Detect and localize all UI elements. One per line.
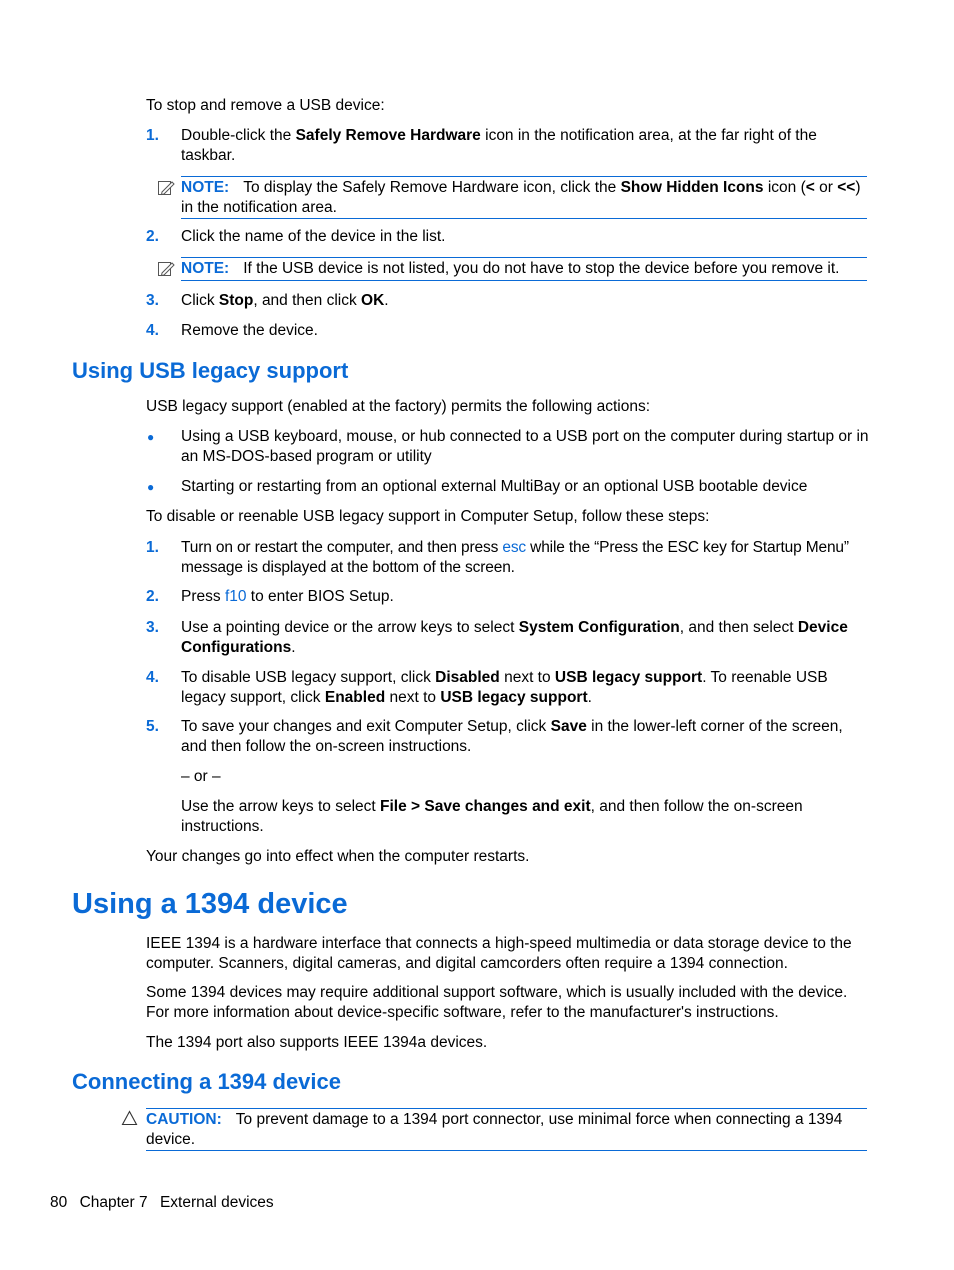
step-number: 2. [146, 228, 159, 245]
paragraph: Your changes go into effect when the computer restarts. [146, 848, 530, 865]
step-number: 4. [146, 669, 159, 686]
section-heading: Connecting a 1394 device [72, 1069, 341, 1094]
intro-text: To stop and remove a USB device: [146, 97, 385, 114]
chapter-heading: Using a 1394 device [72, 888, 348, 920]
step-text: To disable USB legacy support, click Disabled next to USB legacy support. To reenable USB legacy support, click Enabled next to USB legacy support. [181, 669, 828, 706]
step-number: 4. [146, 322, 159, 339]
bullet-dot-icon: ● [147, 430, 155, 444]
step-text: To save your changes and exit Computer Setup, click Save in the lower-left corner of the screen, and then follow the on-screen instructions. [181, 718, 843, 755]
bullet-text: Starting or restarting from an optional external MultiBay or an optional USB bootable device [181, 478, 808, 495]
step-text: Use a pointing device or the arrow keys to select System Configuration, and then select Device Configurations. [181, 619, 848, 656]
step-number: 3. [146, 292, 159, 309]
caution-label: CAUTION: [146, 1111, 222, 1128]
key-esc: esc [502, 539, 527, 556]
step-number: 5. [146, 718, 159, 735]
step-text: Click the name of the device in the list. [181, 228, 446, 245]
paragraph: IEEE 1394 is a hardware interface that connects a high-speed multimedia or data storage device to the computer. Scanners, digital cameras, and digital camcorders often require a 1394 connection. [146, 935, 852, 972]
paragraph: Some 1394 devices may require additional support software, which is usually included with the device. For more information about device-specific software, refer to the manufacturer's instructions. [146, 984, 848, 1021]
paragraph: To disable or reenable USB legacy support in Computer Setup, follow these steps: [146, 508, 710, 525]
paragraph: USB legacy support (enabled at the factory) permits the following actions: [146, 398, 651, 415]
note-pencil-icon [157, 179, 175, 202]
bullet-dot-icon: ● [147, 480, 155, 494]
step-text: Remove the device. [181, 322, 318, 339]
step-text: Click Stop, and then click OK. [181, 292, 389, 309]
note-pencil-icon [157, 260, 175, 283]
key-f10: f10 [224, 588, 247, 605]
note-label: NOTE: [181, 179, 230, 196]
step-text: Use the arrow keys to select File > Save changes and exit, and then follow the on-screen instructions. [181, 798, 803, 835]
page-footer [50, 1193, 282, 1212]
step-number: 1. [146, 127, 159, 144]
step-number: 2. [146, 588, 159, 605]
step-text: Turn on or restart the computer, and then press esc while the “Press the ESC key for Startup Menu” message is displayed at the bottom of the screen. [181, 539, 849, 576]
step-text: Press f10 to enter BIOS Setup. [181, 588, 394, 605]
note-label: NOTE: [181, 260, 230, 277]
page-number: 80 [50, 1194, 68, 1211]
note-box: NOTE: To display the Safely Remove Hardware icon, click the Show Hidden Icons icon (< or <<) in the notification area. [181, 176, 867, 219]
bullet-text: Using a USB keyboard, mouse, or hub connected to a USB port on the computer during startup or in an MS-DOS-based program or utility [181, 428, 869, 465]
note-box: NOTE: If the USB device is not listed, you do not have to stop the device before you remove it. [181, 257, 867, 281]
caution-triangle-icon [121, 1110, 138, 1131]
caution-box: CAUTION: To prevent damage to a 1394 port connector, use minimal force when connecting a 1394 device. [146, 1108, 867, 1151]
step-number: 1. [146, 539, 159, 556]
step-text: Double-click the Safely Remove Hardware icon in the notification area, at the far right of the taskbar. [181, 127, 817, 164]
paragraph: The 1394 port also supports IEEE 1394a devices. [146, 1034, 488, 1051]
step-number: 3. [146, 619, 159, 636]
chapter-title: External devices [159, 1194, 274, 1211]
section-heading: Using USB legacy support [72, 358, 349, 383]
or-separator: – or – [181, 768, 221, 785]
chapter-label: Chapter 7 [79, 1194, 148, 1211]
